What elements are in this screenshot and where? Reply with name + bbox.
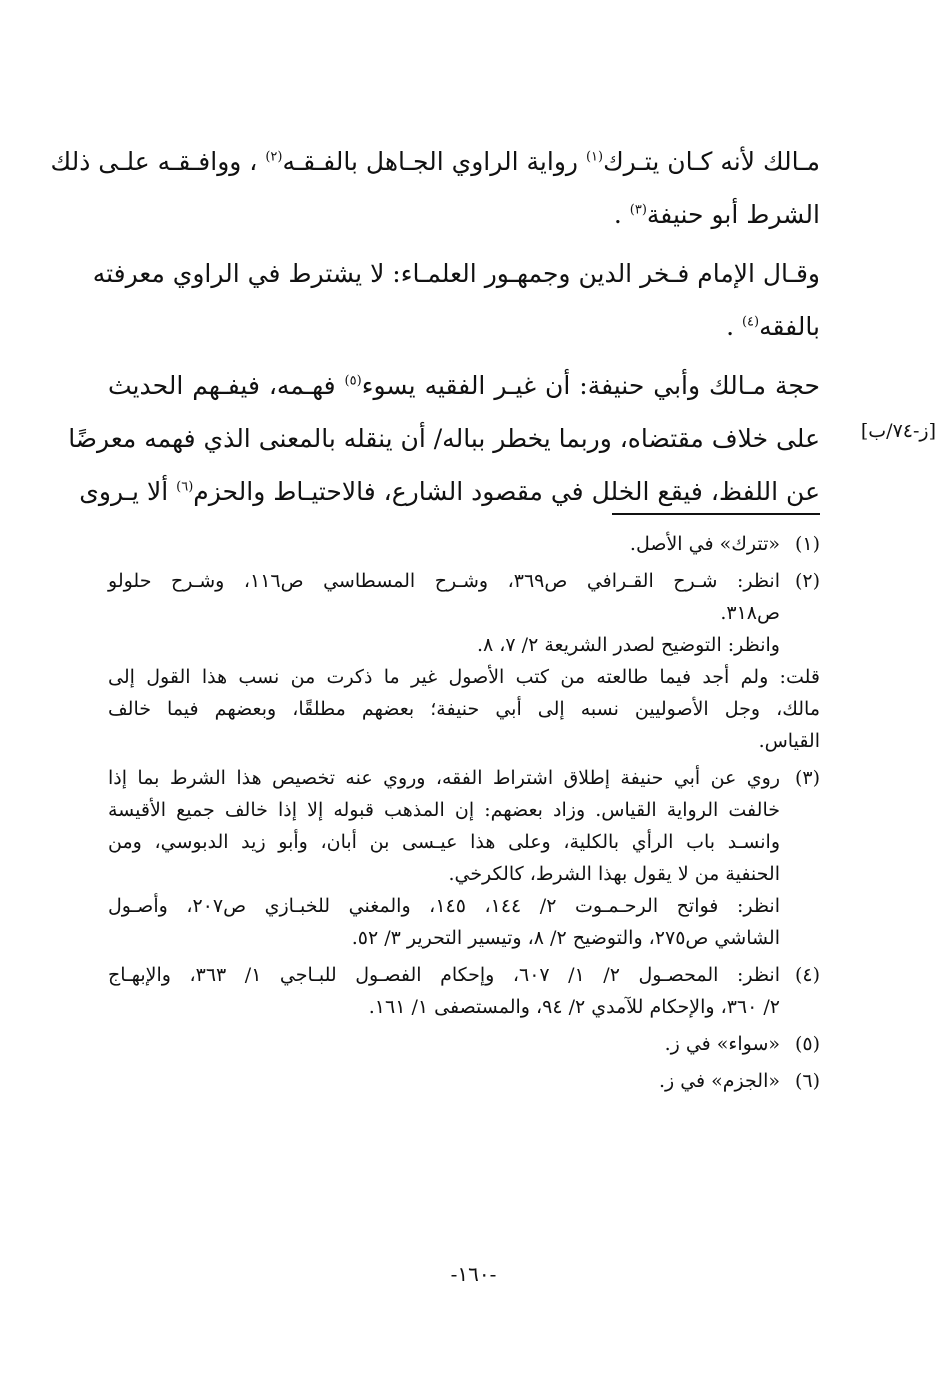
footnote-number: (٦) (794, 1070, 820, 1092)
paragraph-2 (92, 247, 820, 353)
footnote-1 (108, 528, 820, 560)
footnote-line: وانسـد باب الرأي بالكلية، وعلى هذا عيـسى بن أبان، وأبو زيد الدبوسي، ومن (108, 831, 780, 853)
footnote-body (108, 565, 820, 757)
footnote-number: (١) (794, 533, 820, 555)
footnote-3 (108, 762, 820, 954)
footnote-2 (108, 565, 820, 757)
footnote-line: «سواء» في ز. (664, 1033, 780, 1055)
footnote-line: الحنفية من لا يقول بهذا الشرط، كالكرخي. (448, 863, 780, 885)
footnote-divider (612, 513, 820, 515)
footnote-5 (108, 1028, 820, 1060)
footnote-line: انظر: المحصـول ٢/ ١/ ٦٠٧، وإحكام الفصـول للبـاجي ١/ ٣٦٣، والإبهـاج (108, 964, 780, 986)
footnote-line: «تترك» في الأصل. (629, 533, 780, 555)
footnote-line: «الجزم» في ز. (658, 1070, 780, 1092)
footnote-line: ص٣١٨. (720, 602, 780, 624)
manuscript-folio-marker: [ز-٧٤/ب] (860, 420, 936, 442)
text-line: مـالك لأنه كـان يتـرك$^{(١)}$ رواية الراوي الجـاهل بالفـقـه$^{(٢)}$ ، ووافـقـه علـى ذلك (50, 147, 820, 176)
footnote-line: القياس. (758, 730, 820, 752)
text-line: على خلاف مقتضاه، وربما يخطر بباله/ أن ينقله بالمعنى الذي فهمه معرضًا (68, 424, 820, 453)
page-number: -١٦٠- (450, 1262, 497, 1286)
paragraph-3 (68, 359, 820, 518)
footnote-number: (٣) (794, 767, 820, 789)
footnote-body (108, 959, 780, 1023)
footnote-line: خالفت الرواية القياس. وزاد بعضهم: إن المذهب قبوله إلا إذا خالف جميع الأقيسة (108, 799, 780, 821)
main-text (50, 135, 820, 518)
footnote-body (108, 1028, 780, 1060)
footnote-body (108, 528, 780, 560)
paragraph-1 (50, 135, 820, 241)
footnote-ref-6[interactable]: (٦) (176, 479, 194, 495)
footnote-6 (108, 1065, 820, 1097)
footnote-ref-3[interactable]: (٣) (629, 202, 647, 218)
footnote-line: روي عن أبي حنيفة إطلاق اشتراط الفقه، وروي عنه تخصيص هذا الشرط بما إذا (108, 767, 781, 789)
footnote-line: انظر: شـرح القـرافي ص٣٦٩، وشـرح المسطاسي ص١١٦، وشـرح حلولو (108, 570, 781, 592)
footnote-line: مالك، وجل الأصوليين نسبه إلى أبي حنيفة؛ بعضهم مطلقًا، وبعضهم فيما خالف (108, 698, 820, 720)
footnote-line: الشاشي ص٢٧٥، والتوضيح ٢/ ٨، وتيسير التحرير ٣/ ٥٢. (351, 927, 780, 949)
footnote-number: (٢) (794, 570, 820, 592)
footnote-4 (108, 959, 820, 1023)
footnote-number: (٥) (794, 1033, 820, 1055)
footnote-line: انظر: فواتح الرحـمـوت ٢/ ١٤٤، ١٤٥، والمغني للخبـازي ص٢٠٧، وأصـول (108, 895, 780, 917)
footnote-line: ٢/ ٣٦٠، والإحكام للآمدي ٢/ ٩٤، والمستصفى ١/ ١٦١. (368, 996, 780, 1018)
footnote-body (108, 762, 780, 954)
text-line: بالفقه$^{(٤)}$ . (726, 312, 820, 341)
text-line: حجة مـالك وأبي حنيفة: أن غيـر الفقيه يسوء$^{(٥)}$ فهـمه، فيفـهم الحديث (108, 371, 820, 400)
footnote-body (108, 1065, 780, 1097)
footnotes (108, 528, 820, 1097)
footnote-line: وانظر: التوضيح لصدر الشريعة ٢/ ٧، ٨. (476, 634, 780, 656)
footnote-line: قلت: ولم أجد فيما طالعته من كتب الأصول غير ما ذكرت من نسب هذا القول إلى (108, 666, 820, 688)
text-line: عن اللفظ، فيقع الخلل في مقصود الشارع، فالاحتيـاط والحزم$^{(٦)}$ ألا يـروى (79, 477, 820, 506)
text-line: وقـال الإمام فـخر الدين وجمهـور العلمـاء: لا يشترط في الراوي معرفته (92, 259, 820, 288)
footnote-ref-2[interactable]: (٢) (265, 149, 283, 165)
footnote-ref-5[interactable]: (٥) (344, 373, 362, 389)
footnote-number: (٤) (794, 964, 820, 986)
footnote-ref-4[interactable]: (٤) (741, 314, 760, 330)
text-line: الشرط أبو حنيفة$^{(٣)}$ . (613, 200, 820, 229)
footnote-ref-1[interactable]: (١) (585, 149, 604, 165)
